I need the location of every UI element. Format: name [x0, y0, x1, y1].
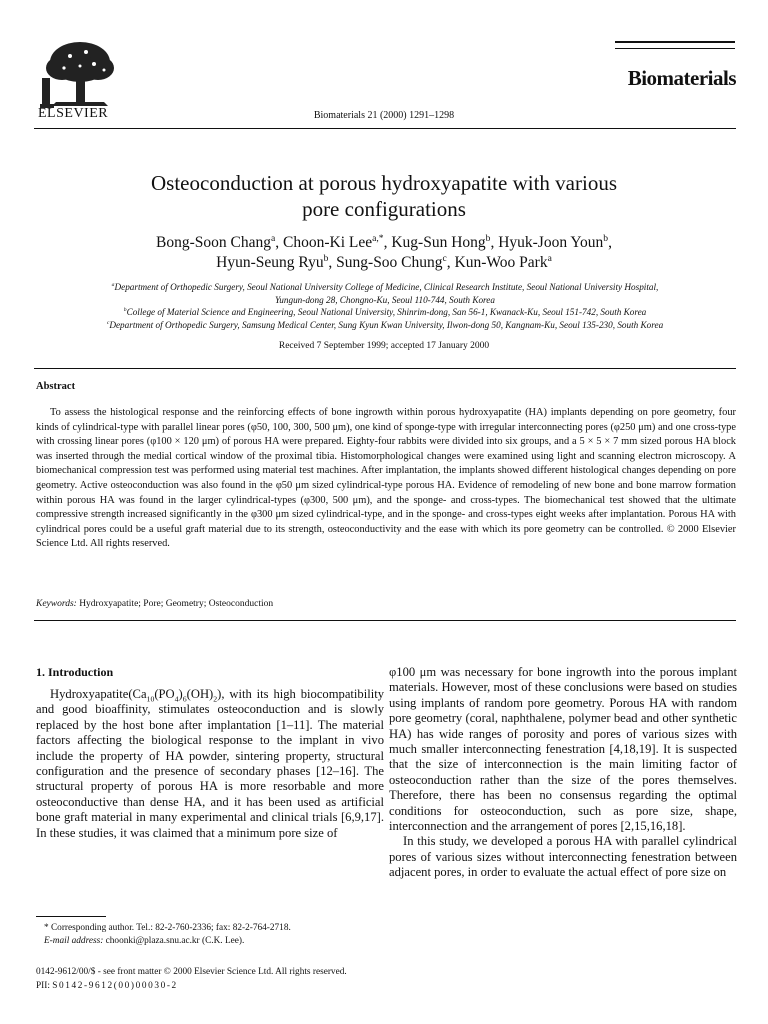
email-label: E-mail address:: [44, 936, 104, 946]
received-dates: Received 7 September 1999; accepted 17 January 2000: [278, 341, 490, 351]
paragraph: φ100 μm was necessary for bone ingrowth into the porous implant materials. However, most of these conclusions were based on studies using implants of random pore geometry. Porous HA with random pore geometry (coral, naphthalene, polymer bead and other synthetic HA) has wide ranges of porosity and pores of various sizes with much smaller interconnecting fenestration [4,18,19]. It is suspected that the size of interconnection is the main limiting factor of osteoconduction rather than the size of the pores themselves. Therefore, there has been no consensus regarding the optimal conditions for osteoconduction, such as pore size, shape, interconnection and the arrangement of pores [2,15,16,18].: [389, 665, 737, 834]
affiliation-a-cont: Yungun-dong 28, Chongno-Ku, Seoul 110-744, South Korea: [275, 294, 495, 305]
affiliation-b: [34, 306, 736, 319]
corresponding-author: * Corresponding author. Tel.: 82-2-760-2336; fax: 82-2-764-2718.: [44, 923, 291, 933]
header-rule: [615, 41, 735, 43]
affiliation-mark: b: [123, 306, 127, 313]
pii-label: PII:: [36, 981, 50, 991]
author-name: Bong-Soon Chang: [156, 234, 271, 251]
affiliation-text: Department of Orthopedic Surgery, Seoul National University College of Medicine, Clinical Research Institute, Seoul National University Hospital,: [114, 282, 659, 292]
author-name: Kug-Sun Hong: [391, 234, 486, 251]
author-line-1: Bong-Soon Chang$^a$, Choon-Ki Lee$^{a,*}$, Kug-Sun Hong$^b$, Hyuk-Joon Youn$^b$,: [156, 232, 612, 251]
author-name: Sung-Soo Chung: [336, 254, 443, 271]
affiliation-text: College of Material Science and Engineering, Seoul National University, Shinrim-dong, San 56-1, Kwanack-Ku, Seoul 151-742, South Korea: [126, 307, 647, 317]
author-name: Hyun-Seung Ryu: [216, 254, 324, 271]
abstract-text: To assess the histological response and the reinforcing effects of bone ingrowth within porous hydroxyapatite (HA) implants depending on pore geometry, four kinds of cylindrical-type with parallel linear pores (φ50, 100, 300, 500 μm), one kind of sponge-type with irregular interconnecting pores (φ250 μm) and one cross-type with crossing linear pores (φ100 × 120 μm) of porous HA were prepared. Eighty-four rabbits were divided into six groups, and a 5 × 5 × 7 mm sized porous HA block was inserted through the medial cortical window of the proximal tibia. Histomorphological changes were examined using light and scanning electron microscopy. A biomechanical compression test was performed using material test machines. After implantation, the implants showed different histological changes depending on pore geometry. Active osteoconduction was also found in the φ50 μm sized cylindrical-type porous HA. Evidence of remodeling of new bone and bone marrow formation within porous HA was found in the larger cylindrical-types (φ300, 500 μm), and the sponge- and cross-types. The biomechanical test showed that the ultimate compressive strength increased significantly in the φ300 μm sized cylindrical-type, and in the sponge- and cross-types eight weeks after implantation. Porous HA with cylindrical pores could be a useful graft material due to its strength, osteoconductivity and the ease with which its pore geometry can be controlled. © 2000 Elsevier Science Ltd. All rights reserved.: [36, 407, 736, 550]
intro-left-column: [36, 687, 384, 841]
author-mark: b: [485, 232, 491, 244]
copyright-line: 0142-9612/00/$ - see front matter © 2000 Elsevier Science Ltd. All rights reserved.: [36, 967, 347, 977]
affiliation-mark: a: [111, 281, 115, 288]
section-heading: 1. Introduction: [36, 665, 114, 679]
header-divider: [34, 128, 736, 129]
author-mark: a,*: [372, 232, 384, 244]
affiliation-text: Department of Orthopedic Surgery, Samsung Medical Center, Sung Kyun Kwan University, Ilwon-dong 50, Kangnam-Ku, Seoul 135-230, South Korea: [109, 319, 664, 330]
paragraph: In this study, we developed a porous HA with parallel cylindrical pores of various sizes without interconnecting fenestration between adjacent pores, in order to evaluate the actual effect of pore size on: [389, 834, 737, 880]
pii-line: [36, 979, 347, 993]
affiliation-mark: c: [106, 319, 110, 326]
footnote: [44, 922, 291, 948]
title-line-2: pore configurations: [302, 197, 466, 221]
intro-right-column: [389, 665, 737, 881]
affiliation-c: [34, 319, 736, 332]
email-address[interactable]: choonki@plaza.snu.ac.kr (C.K. Lee).: [105, 936, 245, 946]
copyright-block: [36, 965, 347, 993]
author-mark: a: [547, 252, 552, 264]
keywords: [36, 599, 273, 609]
author-mark: b: [323, 252, 329, 264]
author-mark: c: [442, 252, 447, 264]
author-name: Hyuk-Joon Youn: [498, 234, 604, 251]
title-line-1: Osteoconduction at porous hydroxyapatite with various: [151, 171, 617, 195]
elsevier-tree-logo-icon: [34, 38, 126, 116]
keywords-label: Keywords:: [36, 599, 77, 609]
header-rule-thin: [615, 48, 735, 49]
author-mark: a: [271, 232, 276, 244]
author-line-2: Hyun-Seung Ryu$^b$, Sung-Soo Chung$^c$, Kun-Woo Park$^a$: [216, 252, 552, 271]
affiliations: [34, 281, 736, 331]
chemical-formula: $(Ca_{10}(PO_4)_6(OH)_2)$: [128, 687, 222, 704]
intro-text: , with its high biocompatibility and good bioaffinity, stimulates osteoconduction and is slowly replaced by the host bone after implantation [1–11]. The material factors affecting the biological response to the implant in vivo include the property of HA powder, sintering property, structural configuration and the presence of secondary phases [12–16]. The structural property of porous HA is more resorbable and more osteoconductive than dense HA, and it has been used as artificial bone graft material in many experimental and clinical trials [6,9,17]. In these studies, it was claimed that a minimum pore size of: [36, 687, 384, 840]
keywords-divider: [34, 620, 736, 621]
journal-name: Biomaterials: [627, 66, 736, 90]
author-name: Choon-Ki Lee: [283, 234, 373, 251]
author-mark: b: [603, 232, 609, 244]
author-name: Kun-Woo Park: [454, 254, 548, 271]
affiliation-a: [34, 281, 736, 294]
publisher-name: ELSEVIER: [38, 106, 109, 121]
article-title: [60, 170, 708, 222]
pii-value: S0142-9612(00)00030-2: [52, 981, 178, 991]
keywords-list: Hydroxyapatite; Pore; Geometry; Osteoconduction: [79, 599, 274, 609]
citation: Biomaterials 21 (2000) 1291–1298: [313, 110, 455, 121]
intro-text-start: Hydroxyapatite: [50, 687, 129, 701]
abstract-divider: [34, 368, 736, 369]
email-line: [44, 935, 291, 948]
abstract-heading: Abstract: [36, 381, 76, 392]
author-list: [60, 233, 708, 273]
footnote-rule: [36, 916, 106, 917]
